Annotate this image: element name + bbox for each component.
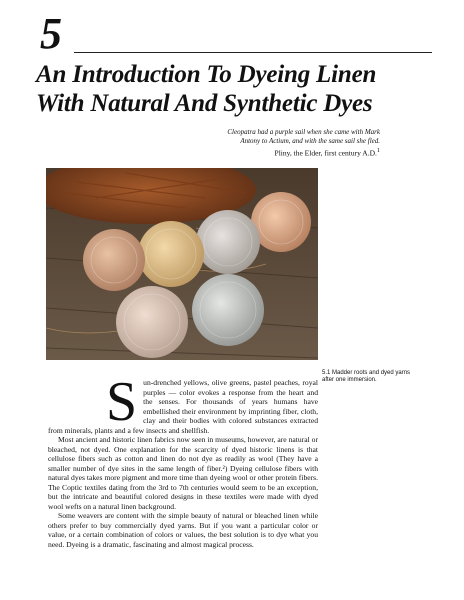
epigraph-quote-line-1: Cleopatra had a purple sail when she came with Mark (227, 128, 380, 136)
epigraph-quote-line-2: Antony to Actium, and with the same sail she fled. (240, 137, 380, 145)
body-text (48, 371, 318, 549)
epigraph-attribution (140, 146, 380, 158)
paragraph-2: Most ancient and historic linen fabrics now seen in museums, however, are natural or bleached, not dyed. One explanation for the scarcity of dyed historic linens is that cellulose fibers such as cotton and linen do not dye as readily as wool (They have a smaller number of dye sites in the same length of fiber.²) Dyeing cellulose fibers with natural dyes takes more pigment and more time than dyeing wool or other protein fibers. The Coptic textiles dating from the 3rd to 7th centuries would seem to be an exception, but the intricate and beautiful colored designs in these textiles were made with dyed wool wefts on a natural linen background. (48, 435, 318, 511)
chapter-number: 5 (40, 9, 62, 58)
figure-caption-line-1: 5.1 Madder roots and dyed yarns (322, 370, 411, 376)
chapter-title (36, 60, 436, 118)
chapter-title-line-2: With Natural And Synthetic Dyes (36, 90, 373, 117)
attribution-text: Pliny, the Elder, first century A.D. (274, 148, 377, 158)
title-rule (74, 52, 432, 53)
paragraph-3: Some weavers are content with the simple beauty of natural or bleached linen while others prefer to buy commercially dyed yarns. But if you want a particular color or value, or a certain combination of colors or values, the best solution is to dye what you need. Dyeing is a dramatic, fascinating and almost magical process. (48, 511, 318, 549)
figure-caption (322, 370, 432, 384)
epigraph (140, 128, 380, 158)
paragraph-1 (48, 371, 318, 435)
drop-cap: S (106, 371, 138, 433)
footnote-marker: 1 (376, 147, 380, 154)
yarn-photo (46, 168, 318, 360)
figure-caption-line-2: after one immersion. (322, 377, 377, 383)
yarn-photo-illustration (46, 168, 318, 360)
chapter-title-line-1: An Introduction To Dyeing Linen (36, 61, 377, 88)
paragraph-1-text: un-drenched yellows, olive greens, pastel peaches, royal purples — color evokes a response from the heart and the senses. For thousands of years humans have embellished their environment by imprinting fiber, cloth, clay and their bodies with colored substances extracted from minerals, plants and a few insects and shellfish. (48, 378, 318, 435)
